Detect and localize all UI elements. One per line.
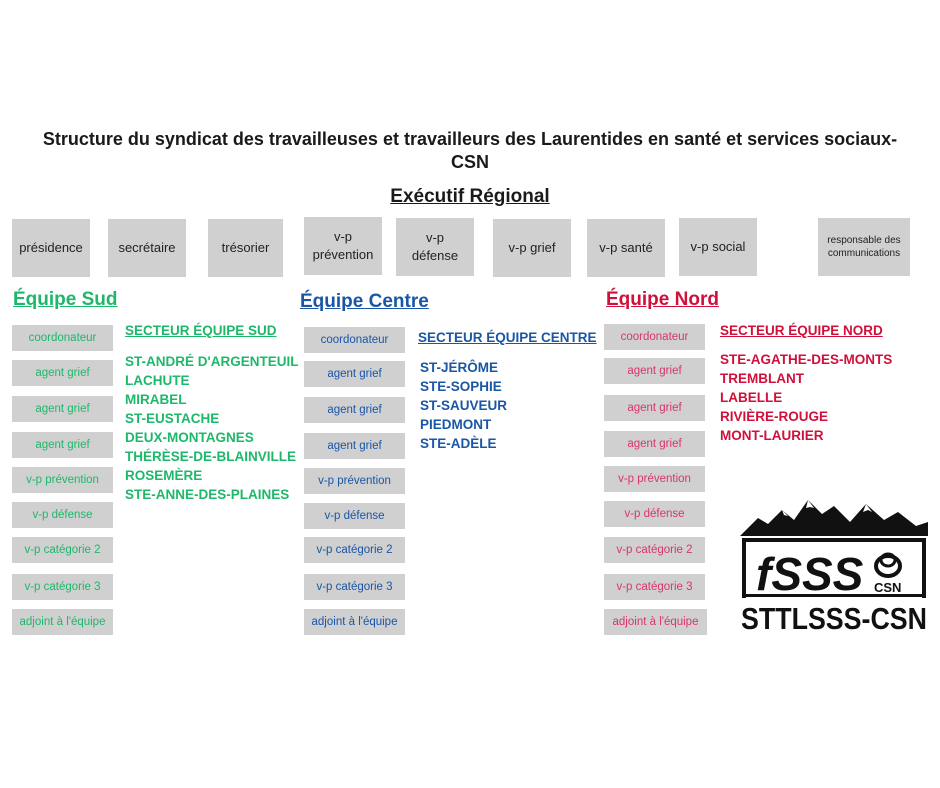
sud-role-agent-grief-1: agent grief (12, 360, 113, 386)
nord-sector-item: LABELLE (720, 390, 783, 405)
team-centre-title: Équipe Centre (300, 291, 429, 312)
centre-sector-item: STE-ADÈLE (420, 436, 497, 451)
sud-sector-item: THÉRÈSE-DE-BLAINVILLE (125, 449, 297, 464)
nord-role-agent-grief-1: agent grief (604, 358, 705, 384)
nord-role-vp-categorie-3: v-p catégorie 3 (604, 574, 705, 600)
centre-role-vp-categorie-3: v-p catégorie 3 (304, 574, 405, 600)
exec-secretaire: secrétaire (108, 219, 186, 277)
team-nord-title: Équipe Nord (606, 289, 719, 310)
executive-title: Exécutif Régional (390, 186, 550, 207)
page-title: Structure du syndicat des travailleuses et travailleurs des Laurentides en santé et services sociaux-CSN (42, 129, 898, 172)
nord-role-agent-grief-3: agent grief (604, 431, 705, 457)
centre-sector-title: SECTEUR ÉQUIPE CENTRE (418, 330, 597, 345)
logo-mark: fSSS (756, 548, 864, 600)
exec-communications-label: responsable des communications (827, 235, 901, 259)
exec-vp-prevention-label: v-p prévention (312, 229, 374, 262)
nord-sector-item: RIVIÈRE-ROUGE (720, 409, 829, 424)
nord-sector-item: MONT-LAURIER (720, 428, 824, 443)
exec-vp-social: v-p social (679, 218, 757, 276)
sud-role-vp-defense: v-p défense (12, 502, 113, 528)
sud-sector-item: ROSEMÈRE (125, 468, 203, 483)
sud-sector-item: STE-ANNE-DES-PLAINES (125, 487, 290, 502)
centre-sector-item: STE-SOPHIE (420, 379, 502, 394)
sud-role-vp-categorie-2: v-p catégorie 2 (12, 537, 113, 563)
exec-vp-prevention (304, 217, 382, 275)
nord-role-vp-prevention: v-p prévention (604, 466, 705, 492)
logo-csn: CSN (874, 580, 902, 595)
exec-vp-defense (396, 218, 474, 276)
centre-sector-item: ST-JÉRÔME (420, 360, 499, 375)
nord-sector-item: STE-AGATHE-DES-MONTS (720, 352, 893, 367)
centre-role-adjoint: adjoint à l'équipe (304, 609, 405, 635)
sud-role-agent-grief-2: agent grief (12, 396, 113, 422)
exec-communications (818, 218, 910, 276)
sud-role-vp-categorie-3: v-p catégorie 3 (12, 574, 113, 600)
centre-sector-item: PIEDMONT (420, 417, 492, 432)
nord-role-vp-defense: v-p défense (604, 501, 705, 527)
centre-role-vp-prevention: v-p prévention (304, 468, 405, 494)
centre-role-agent-grief-1: agent grief (304, 361, 405, 387)
centre-sector-item: ST-SAUVEUR (420, 398, 508, 413)
nord-role-coordonateur: coordonateur (604, 324, 705, 350)
centre-role-vp-categorie-2: v-p catégorie 2 (304, 537, 405, 563)
nord-role-vp-categorie-2: v-p catégorie 2 (604, 537, 705, 563)
exec-vp-defense-label: v-p défense (411, 230, 459, 263)
nord-sector-title: SECTEUR ÉQUIPE NORD (720, 323, 883, 338)
nord-sector-item: TREMBLANT (720, 371, 804, 386)
sud-sector-title: SECTEUR ÉQUIPE SUD (125, 323, 277, 338)
mountain-logo-icon (738, 496, 930, 636)
sud-sector-item: MIRABEL (125, 392, 187, 407)
sud-sector-item: ST-EUSTACHE (125, 411, 220, 426)
sud-sector-item: LACHUTE (125, 373, 190, 388)
sud-sector-item: ST-ANDRÉ D'ARGENTEUIL (125, 354, 299, 369)
team-sud-title: Équipe Sud (13, 289, 118, 310)
centre-role-coordonateur: coordonateur (304, 327, 405, 353)
nord-role-adjoint: adjoint à l'équipe (604, 609, 707, 635)
nord-role-agent-grief-2: agent grief (604, 395, 705, 421)
centre-role-agent-grief-3: agent grief (304, 433, 405, 459)
sud-role-adjoint: adjoint à l'équipe (12, 609, 113, 635)
centre-role-vp-defense: v-p défense (304, 503, 405, 529)
centre-role-agent-grief-2: agent grief (304, 397, 405, 423)
sud-role-agent-grief-3: agent grief (12, 432, 113, 458)
exec-vp-sante: v-p santé (587, 219, 665, 277)
sud-sector-item: DEUX-MONTAGNES (125, 430, 254, 445)
sud-role-coordonateur: coordonateur (12, 325, 113, 351)
exec-vp-grief: v-p grief (493, 219, 571, 277)
exec-presidence: présidence (12, 219, 90, 277)
logo-name: STTLSSS-CSN (741, 601, 927, 636)
exec-tresorier: trésorier (208, 219, 283, 277)
sud-role-vp-prevention: v-p prévention (12, 467, 113, 493)
sttlsss-logo (738, 496, 930, 636)
